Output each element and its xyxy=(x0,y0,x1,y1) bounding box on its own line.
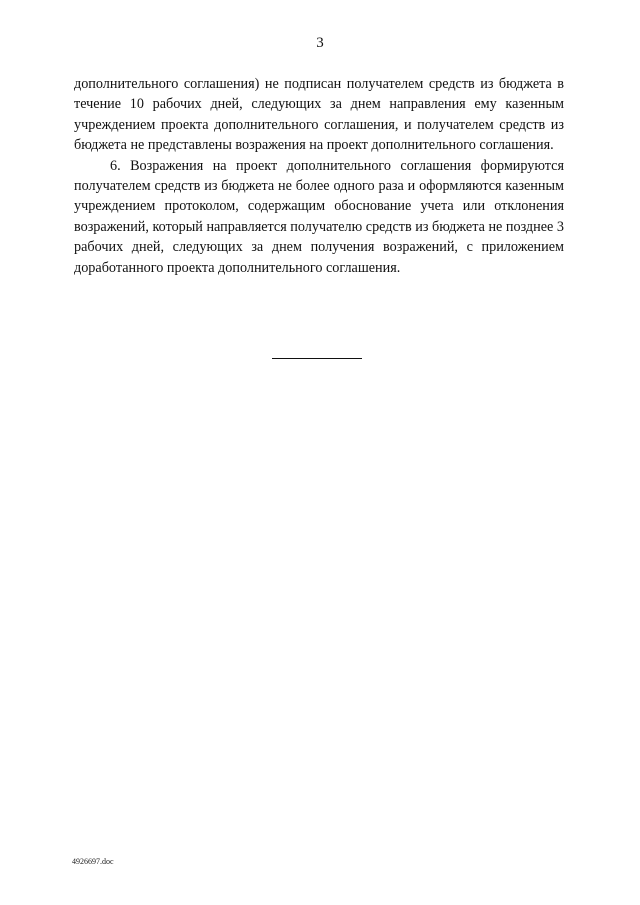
paragraph-6: 6. Возражения на проект дополнительного соглашения формируются получателем средств из бюджета не более одного раза и оформляются казенным учреждением протоколом, содержащим обоснование учета или отклонения возражений, который направляется получателю средств из бюджета не позднее 3 рабочих дней, следующих за днем получения возражений, с приложением доработанного проекта дополнительного соглашения. xyxy=(74,157,564,276)
paragraph-continuation: дополнительного соглашения) не подписан получателем средств из бюджета в течение 10 рабочих дней, следующих за днем направления ему казенным учреждением проекта дополнительного соглашения, и получателем средств из бюджета не представлены возражения на проект дополнительного соглашения. xyxy=(74,76,564,154)
page-number: 3 xyxy=(316,35,324,51)
document-body xyxy=(74,74,564,278)
footer-file-code: 4926697.doc xyxy=(72,857,114,866)
end-of-text-separator xyxy=(272,358,362,359)
